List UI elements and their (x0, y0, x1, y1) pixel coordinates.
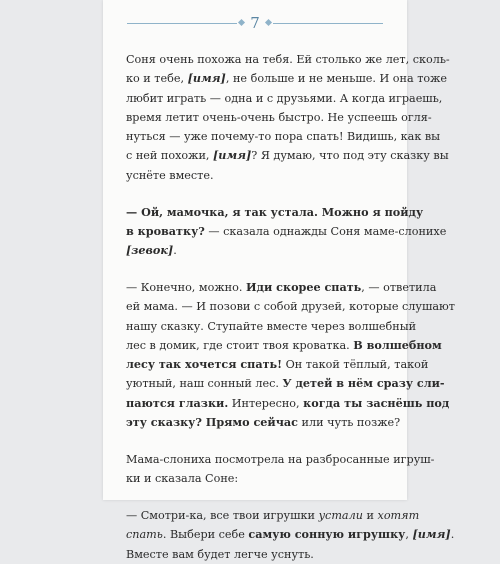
text-line (126, 146, 449, 165)
text-run: с ней похожи, (126, 149, 214, 163)
emphasis-run: Иди скорее спать (245, 279, 362, 294)
emphasis-run: паются глазки. (126, 395, 229, 410)
page-number: 7 (250, 14, 260, 32)
text-line (126, 127, 441, 146)
emphasis-run: У детей в нём сразу сли- (282, 376, 445, 391)
text-run: уснёте вместе. (126, 168, 214, 182)
text-run: , (405, 528, 413, 542)
text-run: , — ответила (361, 280, 437, 294)
emphasis-run: когда ты заснёшь под (303, 395, 450, 410)
text-line (126, 450, 435, 469)
text-run: ей мама. — И позови с собой друзей, которые слушают (126, 300, 455, 314)
text-line (126, 336, 442, 355)
text-line (126, 374, 445, 393)
text-run: . (173, 244, 177, 258)
text-line (126, 413, 401, 432)
text-line (126, 222, 447, 241)
emphasis-run: эту сказку? Прямо сейчас (126, 415, 298, 430)
text-line (126, 317, 417, 336)
paragraph-gap (126, 260, 396, 278)
paragraph (126, 450, 435, 489)
text-run: Интересно, (228, 396, 304, 410)
paragraph-gap (126, 432, 396, 450)
emphasis-run: [имя] (412, 527, 451, 542)
text-run: — сказала однажды Соня маме-слонихе (204, 224, 447, 238)
emphasis-run: спать (126, 528, 163, 542)
text-run: . Выбери себе (162, 528, 249, 542)
paragraph-gap (126, 488, 396, 506)
text-run: любит играть — одна и с друзьями. А когда играешь, (126, 91, 443, 105)
text-line (126, 89, 443, 108)
paragraph-gap (126, 185, 396, 203)
text-run: время летит очень-очень быстро. Не успеешь огля- (126, 110, 432, 124)
text-line (126, 469, 396, 488)
text-run: ? Я думаю, что под эту сказку вы (251, 149, 449, 163)
emphasis-run: В волшебном (353, 337, 442, 352)
text-line (126, 203, 424, 222)
text-run: уютный, наш сонный лес. (126, 377, 283, 391)
text-line (126, 108, 432, 127)
text-line (126, 297, 455, 316)
emphasis-run: устали (318, 508, 363, 522)
header-rule-right (273, 23, 383, 24)
paragraph (126, 203, 447, 261)
text-run: лес в домик, где стоит твоя кроватка. (126, 338, 354, 352)
text-line (126, 166, 396, 185)
emphasis-run: [имя] (187, 71, 226, 86)
emphasis-run: хотят (377, 508, 420, 522)
text-run: ко и тебе, (126, 72, 188, 86)
emphasis-run: в кроватку? (126, 223, 205, 238)
text-line (126, 545, 396, 564)
text-run: и (362, 508, 378, 522)
text-line (126, 241, 396, 260)
text-line (126, 394, 450, 413)
text-run: Соня очень похожа на тебя. Ей столько же лет, сколь- (126, 53, 450, 66)
paragraph (126, 278, 455, 432)
emphasis-run: [имя] (213, 148, 252, 163)
text-run: — Конечно, можно. (126, 280, 246, 294)
paragraph (126, 50, 450, 185)
emphasis-run: [зевок] (126, 243, 174, 258)
text-run: или чуть позже? (297, 416, 401, 430)
text-run: Мама-слониха посмотрела на разбросанные игруш- (126, 452, 435, 466)
text-run: ки и сказала Соне: (126, 472, 239, 486)
text-run: — Смотри-ка, все твои игрушки (126, 508, 319, 522)
text-line (126, 278, 437, 297)
text-run: нуться — уже почему-то пора спать! Видишь, как вы (126, 130, 441, 144)
emphasis-run: — Ой, мамочка, я так устала. Можно я пойду (126, 204, 424, 219)
paragraph (126, 506, 455, 564)
text-line (126, 506, 420, 525)
story-text (126, 50, 455, 564)
text-line (126, 355, 429, 374)
emphasis-run: лесу так хочется спать! (126, 357, 283, 372)
text-run: . (450, 528, 455, 542)
book-page (103, 0, 455, 561)
text-run: Вместе вам будет легче уснуть. (126, 547, 314, 561)
text-line (126, 50, 450, 69)
text-line (126, 525, 455, 544)
text-run: нашу сказку. Ступайте вместе через волшебный (126, 319, 417, 333)
page-header (103, 14, 407, 34)
text-run: , не больше и не меньше. И она тоже (225, 72, 448, 86)
text-line (126, 69, 448, 88)
text-run: Он такой тёплый, такой (282, 358, 429, 372)
emphasis-run: самую сонную игрушку (248, 527, 406, 542)
